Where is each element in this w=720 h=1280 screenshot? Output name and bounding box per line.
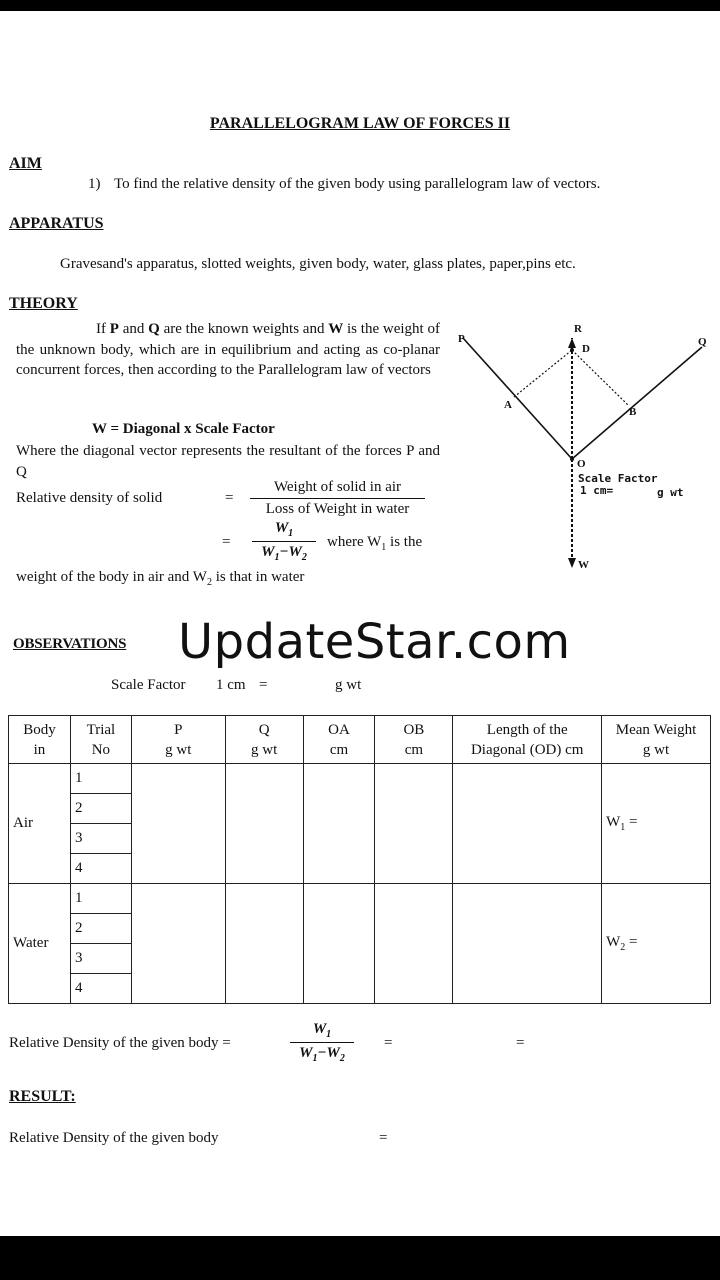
trial-cell: 3 xyxy=(70,944,131,974)
theory-p-letter: P xyxy=(109,321,119,337)
col-header-oa xyxy=(303,716,375,764)
calc-den-sub1: 1 xyxy=(312,1053,318,1064)
diagonal-cell xyxy=(453,764,602,884)
ob-cell xyxy=(375,884,453,1004)
theory-q-letter: Q xyxy=(148,321,160,337)
col-header-q-l1: Q xyxy=(258,721,270,738)
col-header-diagonal xyxy=(453,716,602,764)
col-header-p-l1: P xyxy=(174,721,183,738)
col-header-oa-l2: cm xyxy=(329,741,349,758)
col-header-mean xyxy=(602,716,711,764)
point-d xyxy=(570,348,574,352)
trial-cell: 3 xyxy=(70,824,131,854)
mean-w1-label: W xyxy=(606,814,621,830)
col-header-diagonal-l1: Length of the xyxy=(486,721,568,738)
p-cell xyxy=(131,884,225,1004)
scale-factor-cm: 1 cm= xyxy=(580,484,614,497)
rd-equals-1: = xyxy=(225,490,234,506)
table-row xyxy=(9,884,711,914)
calc-num-sub: 1 xyxy=(326,1029,332,1040)
den-sub2: 2 xyxy=(301,552,307,563)
col-header-p-l2: g wt xyxy=(165,741,192,758)
q-cell xyxy=(225,764,303,884)
label-b: B xyxy=(629,406,637,418)
theory-text-mid: are the known weights and xyxy=(159,321,329,337)
result-label: Relative Density of the given body xyxy=(9,1130,219,1146)
theory-and-word: and xyxy=(118,321,149,337)
last-line-a: weight of the body in air and W xyxy=(16,569,207,585)
calc-den-sub2: 2 xyxy=(339,1053,345,1064)
where-w1-sub: 1 xyxy=(381,542,387,553)
diagonal-cell xyxy=(453,884,602,1004)
label-a: A xyxy=(504,399,512,411)
col-header-p xyxy=(131,716,225,764)
scale-factor-unit: g wt xyxy=(657,486,684,499)
calc-equals-1: = xyxy=(384,1035,393,1051)
result-equals: = xyxy=(379,1130,388,1146)
ob-cell xyxy=(375,764,453,884)
col-header-mean-l2: g wt xyxy=(642,741,670,758)
col-header-body-l2: in xyxy=(33,741,46,758)
mean-cell-w2 xyxy=(602,884,711,1004)
rd-numerator: Weight of solid in air xyxy=(250,479,425,499)
r-arrowhead xyxy=(568,338,576,348)
body-cell-air: Air xyxy=(9,764,71,884)
force-line-p xyxy=(463,338,572,459)
label-o: O xyxy=(577,458,586,470)
oa-cell xyxy=(303,884,375,1004)
aim-item-number: 1) xyxy=(88,176,101,192)
label-d: D xyxy=(582,343,590,355)
page-title: PARALLELOGRAM LAW OF FORCES II xyxy=(209,115,511,132)
col-header-ob xyxy=(375,716,453,764)
calc-denominator xyxy=(290,1043,354,1064)
result-heading: RESULT: xyxy=(9,1088,76,1105)
w-fraction xyxy=(252,520,316,563)
w-arrowhead xyxy=(568,558,576,568)
calc-den-w1: W xyxy=(299,1045,313,1061)
top-bar xyxy=(0,0,720,11)
w-fraction-denominator xyxy=(252,542,316,563)
rd-fraction xyxy=(250,479,425,518)
rd-equals-2: = xyxy=(222,534,231,550)
trial-cell: 4 xyxy=(70,974,131,1004)
force-diagram xyxy=(440,318,720,580)
theory-where-text: Where the diagonal vector represents the resultant of the forces P and Q xyxy=(16,443,440,480)
parallel-line-db xyxy=(572,350,628,405)
aim-heading: AIM xyxy=(9,155,42,172)
where-w1-rest: is the xyxy=(386,534,423,550)
trial-cell: 2 xyxy=(70,914,131,944)
trial-cell: 1 xyxy=(70,764,131,794)
obs-scale-eq: = xyxy=(259,677,268,693)
w1-subscript: 1 xyxy=(288,528,294,539)
apparatus-heading: APPARATUS xyxy=(9,215,104,232)
calc-fraction xyxy=(290,1021,354,1064)
table-row xyxy=(9,764,711,794)
label-w: W xyxy=(578,559,589,571)
where-w1: where W xyxy=(327,534,382,550)
calc-den-minus-w2: −W xyxy=(317,1045,340,1061)
w-fraction-numerator xyxy=(252,520,316,542)
obs-scale-cm: 1 cm xyxy=(216,677,246,693)
mean-w1-eq: = xyxy=(625,814,638,830)
calc-label: Relative Density of the given body = xyxy=(9,1035,231,1051)
col-header-trial-l1: Trial xyxy=(86,721,116,738)
where-w1-text xyxy=(327,534,422,553)
force-line-q xyxy=(572,347,702,459)
body-cell-water: Water xyxy=(9,884,71,1004)
theory-last-line xyxy=(16,569,304,588)
label-q: Q xyxy=(698,336,707,348)
calc-equals-2: = xyxy=(516,1035,525,1051)
theory-formula: W = Diagonal x Scale Factor xyxy=(92,421,275,437)
bottom-bar xyxy=(0,1236,720,1280)
col-header-body-l1: Body xyxy=(23,721,56,738)
aim-item-text: To find the relative density of the given body using parallelogram law of vectors. xyxy=(114,176,601,192)
point-o xyxy=(570,457,574,461)
den-sub1: 1 xyxy=(274,552,280,563)
mean-w2-eq: = xyxy=(625,934,638,950)
trial-cell: 1 xyxy=(70,884,131,914)
mean-w2-label: W xyxy=(606,934,621,950)
obs-scale-unit: g wt xyxy=(335,677,362,693)
rd-label: Relative density of solid xyxy=(16,490,163,506)
parallel-line-ad xyxy=(514,350,572,397)
col-header-oa-l1: OA xyxy=(328,721,350,738)
w1-symbol: W xyxy=(274,520,289,536)
last-line-sub: 2 xyxy=(206,577,212,588)
theory-heading: THEORY xyxy=(9,295,78,312)
col-header-trial-l2: No xyxy=(91,741,111,758)
calc-num-w: W xyxy=(312,1021,327,1037)
last-line-b: is that in water xyxy=(211,569,305,585)
apparatus-text: Gravesand's apparatus, slotted weights, given body, water, glass plates, paper,pins etc. xyxy=(60,256,576,272)
col-header-q-l2: g wt xyxy=(250,741,278,758)
theory-w-letter: W xyxy=(328,321,344,337)
trial-cell: 4 xyxy=(70,854,131,884)
col-header-ob-l1: OB xyxy=(403,721,425,738)
col-header-ob-l2: cm xyxy=(404,741,424,758)
oa-cell xyxy=(303,764,375,884)
label-r: R xyxy=(574,323,582,335)
watermark-text: UpdateStar.com xyxy=(178,614,571,670)
p-cell xyxy=(131,764,225,884)
calc-numerator xyxy=(290,1021,354,1043)
mean-cell-w1 xyxy=(602,764,711,884)
trial-cell: 2 xyxy=(70,794,131,824)
den-minus-w2: −W xyxy=(279,544,302,560)
mean-w1-sub: 1 xyxy=(620,822,626,833)
observations-heading: OBSERVATIONS xyxy=(13,636,127,652)
table-header-row xyxy=(9,716,711,764)
col-header-diagonal-l2: Diagonal (OD) cm xyxy=(470,741,584,758)
scale-factor-title: Scale Factor xyxy=(578,472,658,485)
q-cell xyxy=(225,884,303,1004)
label-p: P xyxy=(458,333,465,345)
mean-w2-sub: 2 xyxy=(620,942,626,953)
col-header-q xyxy=(225,716,303,764)
rd-denominator: Loss of Weight in water xyxy=(265,501,410,517)
col-header-mean-l1: Mean Weight xyxy=(615,721,697,738)
theory-text-start: If xyxy=(96,321,110,337)
observation-table xyxy=(8,715,711,1004)
den-w1: W xyxy=(261,544,275,560)
theory-paragraph xyxy=(16,319,440,381)
theory-text-rest: is the weight of the unknown body, which are in equilibrium and acting as co-planar concurrent forces, then according to the Parallelogram law of vectors xyxy=(16,321,440,378)
obs-scale-label: Scale Factor xyxy=(111,677,186,693)
col-header-trial xyxy=(70,716,131,764)
col-header-body xyxy=(9,716,71,764)
